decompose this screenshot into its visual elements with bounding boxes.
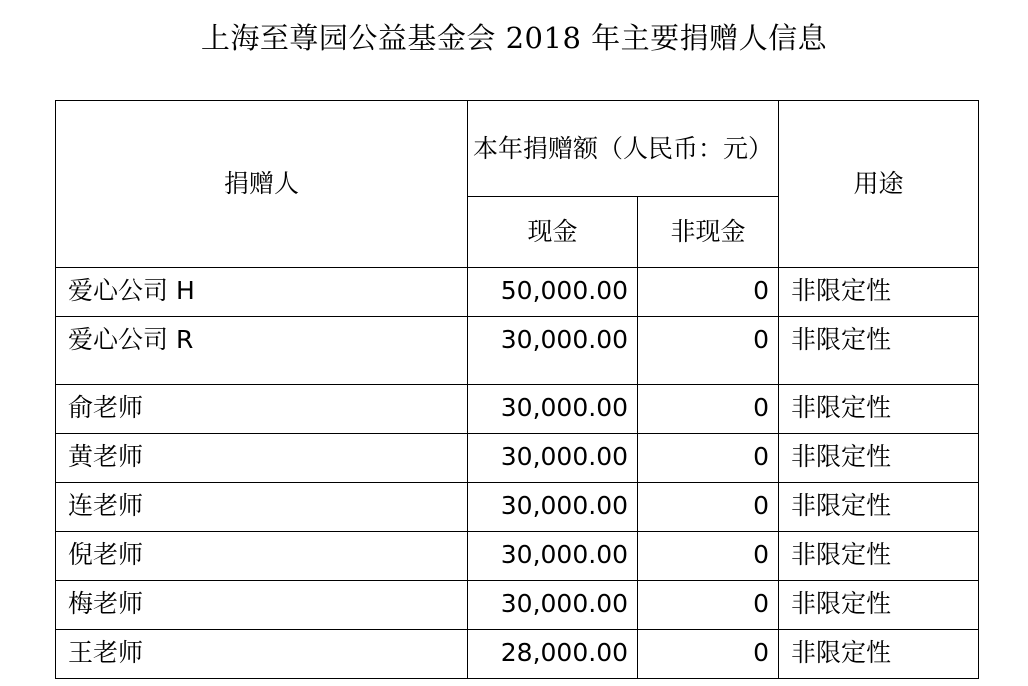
donor-cell: 倪老师 — [56, 532, 468, 581]
table-row — [56, 434, 979, 483]
donor-cell: 梅老师 — [56, 581, 468, 630]
header-purpose: 用途 — [779, 101, 979, 268]
non-cash-cell: 0 — [638, 532, 779, 581]
donor-cell: 王老师 — [56, 630, 468, 679]
table-row — [56, 385, 979, 434]
purpose-cell: 非限定性 — [779, 317, 979, 385]
cash-cell: 30,000.00 — [468, 434, 638, 483]
non-cash-cell: 0 — [638, 385, 779, 434]
donor-table — [55, 100, 979, 679]
non-cash-cell: 0 — [638, 630, 779, 679]
purpose-cell: 非限定性 — [779, 268, 979, 317]
header-row-1 — [56, 101, 979, 197]
table-row — [56, 268, 979, 317]
donor-cell: 爱心公司 R — [56, 317, 468, 385]
table-row — [56, 630, 979, 679]
purpose-cell: 非限定性 — [779, 532, 979, 581]
cash-cell: 30,000.00 — [468, 532, 638, 581]
cash-cell: 50,000.00 — [468, 268, 638, 317]
table-row — [56, 532, 979, 581]
non-cash-cell: 0 — [638, 317, 779, 385]
purpose-cell: 非限定性 — [779, 581, 979, 630]
donor-cell: 爱心公司 H — [56, 268, 468, 317]
donor-cell: 俞老师 — [56, 385, 468, 434]
purpose-cell: 非限定性 — [779, 630, 979, 679]
cash-cell: 30,000.00 — [468, 483, 638, 532]
non-cash-cell: 0 — [638, 483, 779, 532]
table-row — [56, 317, 979, 385]
cash-cell: 30,000.00 — [468, 317, 638, 385]
page-title: 上海至尊园公益基金会 2018 年主要捐赠人信息 — [200, 21, 828, 55]
header-amount: 本年捐赠额（人民币：元） — [468, 101, 779, 197]
non-cash-cell: 0 — [638, 581, 779, 630]
header-non-cash: 非现金 — [638, 197, 779, 268]
purpose-cell: 非限定性 — [779, 385, 979, 434]
table-row — [56, 483, 979, 532]
purpose-cell: 非限定性 — [779, 434, 979, 483]
table-row — [56, 581, 979, 630]
non-cash-cell: 0 — [638, 434, 779, 483]
cash-cell: 28,000.00 — [468, 630, 638, 679]
header-cash: 现金 — [468, 197, 638, 268]
non-cash-cell: 0 — [638, 268, 779, 317]
donor-cell: 连老师 — [56, 483, 468, 532]
header-donor: 捐赠人 — [56, 101, 468, 268]
donor-cell: 黄老师 — [56, 434, 468, 483]
cash-cell: 30,000.00 — [468, 581, 638, 630]
cash-cell: 30,000.00 — [468, 385, 638, 434]
purpose-cell: 非限定性 — [779, 483, 979, 532]
